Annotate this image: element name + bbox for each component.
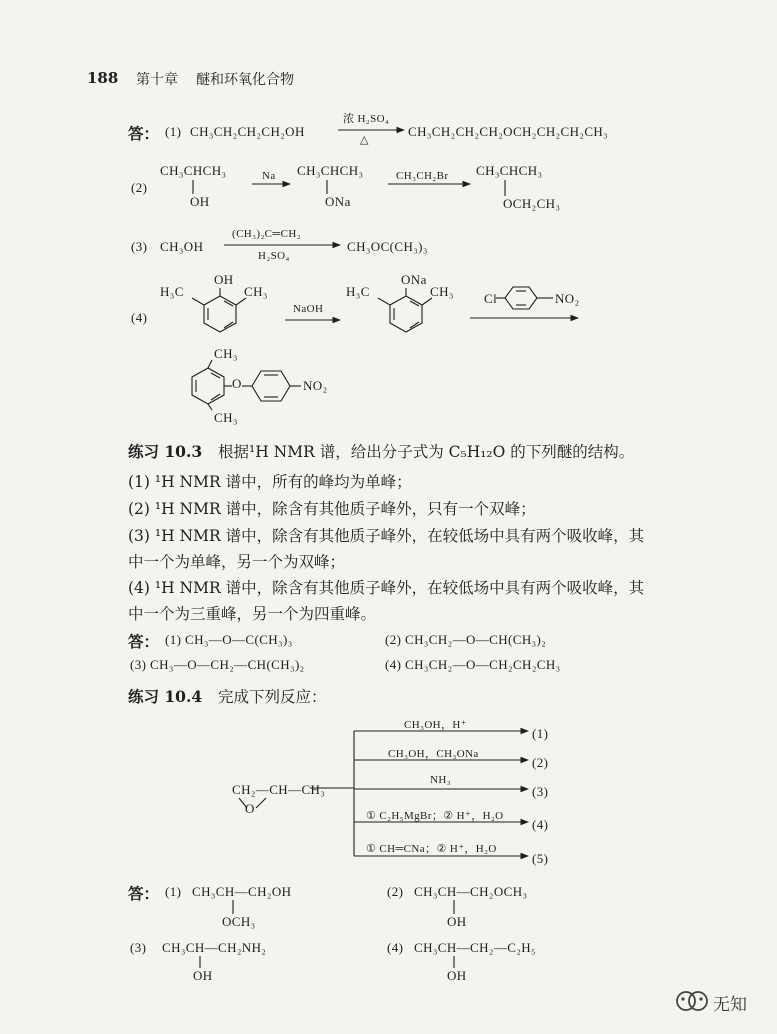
eq2-product-sub: OCH₂CH₃ xyxy=(503,196,561,211)
reagent-5: ① CH═CNa；② H⁺，H₂O xyxy=(366,843,497,855)
ans-4-main: CH₃CH—CH₂—C₂H₅ xyxy=(414,940,536,955)
exercise-10-3-item-2: (2) ¹H NMR 谱中，除含有其他质子峰外，只有一个双峰； xyxy=(128,500,536,518)
eq2-reactant: CH₃CHCH₃ xyxy=(160,163,227,178)
reagent-1: CH₃OH，H⁺ xyxy=(404,719,467,731)
reagent-3: NH₃ xyxy=(430,774,451,786)
eq1-reagent-bottom: △ xyxy=(360,134,369,146)
epoxide-bond-left xyxy=(239,798,247,808)
watermark-text: 无知 xyxy=(713,995,747,1015)
ans-3-main: CH₃CH—CH₂NH₂ xyxy=(162,940,267,955)
eq4-reactant-oh: OH xyxy=(214,272,234,287)
eq3-product: CH₃OC(CH₃)₃ xyxy=(347,239,428,254)
exercise-10-3-item-3: (3) ¹H NMR 谱中，除含有其他质子峰外，在较低场中具有两个吸收峰，其 xyxy=(128,527,645,545)
output-1: (1) xyxy=(532,726,549,741)
exercise-10-4-answer-label: 答： xyxy=(128,884,160,903)
ans-4-number: (4) xyxy=(387,940,404,955)
eq1-product: CH₃CH₂CH₂CH₂OCH₂CH₂CH₂CH₃ xyxy=(408,124,609,139)
eq4-intermediate-ona: ONa xyxy=(401,272,427,287)
eq4-reagent-naoh: NaOH xyxy=(293,303,324,315)
eq4-intermediate-ch3: CH₃ xyxy=(430,284,454,299)
exercise-10-3-item-4-cont: 中一个为三重峰，另一个为四重峰。 xyxy=(128,605,377,623)
eq4-product-ring-1 xyxy=(192,368,224,404)
output-2: (2) xyxy=(532,755,549,770)
chapter-title: 醚和环氧化合物 xyxy=(196,72,294,88)
ans-1-number: (1) xyxy=(165,884,182,899)
exercise-10-3-item-3-cont: 中一个为单峰，另一个为双峰； xyxy=(128,553,346,571)
epoxide-oxygen: O xyxy=(245,801,255,816)
ans-3-number: (3) xyxy=(130,940,147,955)
exercise-10-3-answer-4: (4) CH₃CH₂—O—CH₂CH₂CH₃ xyxy=(385,657,561,672)
exercise-10-3-answer-2: (2) CH₃CH₂—O—CH(CH₃)₂ xyxy=(385,632,547,647)
exercise-10-3-item-1: (1) ¹H NMR 谱中，所有的峰均为单峰； xyxy=(128,473,412,491)
eq4-reactant-ch3: CH₃ xyxy=(244,284,268,299)
eq4-product-o: O xyxy=(232,376,242,391)
eq2-intermediate-sub: ONa xyxy=(325,194,351,209)
eq4-product-ch3-bottom: CH₃ xyxy=(214,410,238,425)
eq4-intermediate-ring xyxy=(390,296,422,332)
eq2-reagent2: CH₃CH₂Br xyxy=(396,170,449,182)
ans-2-number: (2) xyxy=(387,884,404,899)
eq4-reactant-h3c: H₃C xyxy=(160,284,184,299)
answer-label-top: 答： xyxy=(128,124,160,143)
exercise-10-3-answer-3: (3) CH₃—O—CH₂—CH(CH₃)₂ xyxy=(130,657,305,672)
eq4-reagent-cl: Cl xyxy=(484,291,498,306)
eq2-reagent1: Na xyxy=(262,170,276,182)
output-3: (3) xyxy=(532,784,549,799)
eq3-reactant: CH₃OH xyxy=(160,239,204,254)
exercise-10-4-prompt: 完成下列反应： xyxy=(218,688,327,706)
ans-3-sub: OH xyxy=(193,968,213,983)
eq4-number: (4) xyxy=(131,310,148,325)
eq1-reagent-top: 浓 H₂SO₄ xyxy=(343,113,390,125)
ans-2-main: CH₃CH—CH₂OCH₃ xyxy=(414,884,528,899)
eq1-number: (1) xyxy=(165,124,182,139)
eq4-intermediate-h3c: H₃C xyxy=(346,284,370,299)
eq2-intermediate: CH₃CHCH₃ xyxy=(297,163,364,178)
eq3-reagent-top: (CH₃)₂C═CH₂ xyxy=(232,228,301,240)
ans-1-main: CH₃CH—CH₂OH xyxy=(192,884,292,899)
eq2-reactant-sub: OH xyxy=(190,194,210,209)
eq4-reactant-ring xyxy=(204,296,236,332)
output-4: (4) xyxy=(532,817,549,832)
eq4-reagent-ring xyxy=(505,287,537,309)
output-5: (5) xyxy=(532,851,549,866)
ans-1-sub: OCH₃ xyxy=(222,914,256,929)
reagent-4: ① C₂H₅MgBr；② H⁺，H₂O xyxy=(366,810,504,822)
eq3-number: (3) xyxy=(131,239,148,254)
exercise-10-4-title: 练习 10.4 xyxy=(128,687,203,706)
epoxide-substrate: CH₂—CH—CH₃ xyxy=(232,782,326,797)
reagent-2: CH₃OH，CH₃ONa xyxy=(388,748,479,760)
eq4-product-no2: NO₂ xyxy=(303,378,328,393)
page-number: 188 xyxy=(87,69,119,87)
chapter-label: 第十章 xyxy=(136,72,178,88)
exercise-10-3-item-4: (4) ¹H NMR 谱中，除含有其他质子峰外，在较低场中具有两个吸收峰，其 xyxy=(128,579,645,597)
epoxide-bond-right xyxy=(256,798,266,808)
eq2-product: CH₃CHCH₃ xyxy=(476,163,543,178)
ans-2-sub: OH xyxy=(447,914,467,929)
exercise-10-3-title: 练习 10.3 xyxy=(128,442,203,461)
exercise-10-3-answer-1: (1) CH₃—O—C(CH₃)₃ xyxy=(165,632,293,647)
eq2-number: (2) xyxy=(131,180,148,195)
eq4-product-ch3-top: CH₃ xyxy=(214,346,238,361)
eq4-reagent-no2: NO₂ xyxy=(555,291,580,306)
exercise-10-3-prompt: 根据¹H NMR 谱，给出分子式为 C₅H₁₂O 的下列醚的结构。 xyxy=(218,443,635,461)
exercise-10-3-answer-label: 答： xyxy=(128,632,160,651)
ans-4-sub: OH xyxy=(447,968,467,983)
eq3-reagent-bottom: H₂SO₄ xyxy=(258,250,290,262)
eq1-reactant: CH₃CH₂CH₂CH₂OH xyxy=(190,124,305,139)
